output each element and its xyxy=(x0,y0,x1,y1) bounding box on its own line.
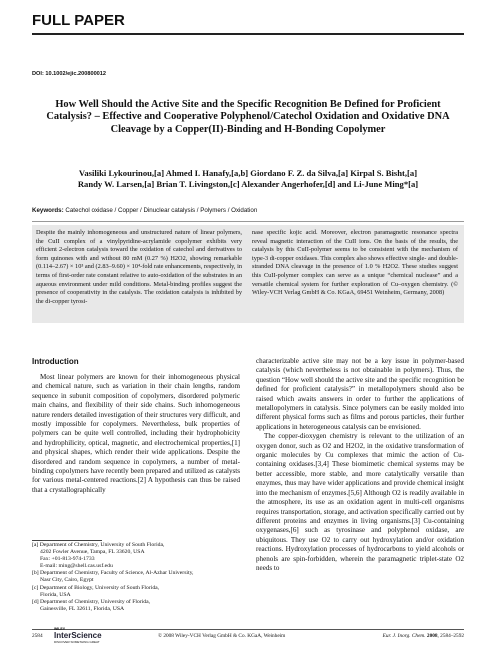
affiliation-rule xyxy=(32,540,102,541)
header-rule xyxy=(32,33,464,35)
abstract-copyright: (© Wiley-VCH Verlag GmbH & Co. KGaA, 69451 Weinheim, Germany, 2008) xyxy=(252,280,458,297)
affiliation-line: [c] Department of Biology, University of South Florida, xyxy=(32,584,160,591)
journal-year: 2008 xyxy=(426,633,438,639)
body-paragraph: Most linear polymers are known for their inhomogeneous physical and chemical nature, such as variation in their chain lengths, random sequence in subunit composition of copolymers, disordered polymeric main chains, and flexibility of their side chains. Such inhomogeneous nature renders detailed investigation of their structures very difficult, and mostly impossible for copolymers. Nevertheless, bulk properties of polymers can be quite well controlled, including their hydrophobicity and hydrophilicity, optical, magnetic, and electrochemical properties,[1] and physical shapes, which render their wide applications. Despite the disordered and random sequence in copolymers, a number of metal-binding copolymers have recently been prepared and utilized as catalysts for various metal-centered reactions.[2] A hypothesis can thus be raised that a crystallographically xyxy=(32,373,240,494)
footer-copyright: © 2008 Wiley-VCH Verlag GmbH & Co. KGaA, Weinheim xyxy=(158,633,286,639)
authors-line-1: Vasiliki Lykourinou,[a] Ahmed I. Hanafy,[a,b] Giordano F. Z. da Silva,[a] Kirpal S. Bisht,[a] xyxy=(78,168,418,178)
abstract-right-text: nase specific kojic acid. Moreover, electron paramagnetic resonance spectra reveal magnetic interaction of the CuII ions. On the basis of the results, the catalysis by this CuII-polymer seems to be consistent with the mechanism of type-3 di-copper oxidases. This complex also shows effective single- and double-stranded DNA cleavage in the presence of 1.0 % H2O2. These studies suggest this CuII-polymer complex can serve as a unique “chemical nuclease” and a versatile chemical system for further exploration of Cu–oxygen chemistry. xyxy=(252,229,458,288)
author-list xyxy=(32,168,464,191)
logo-tagline: DISCOVER SOMETHING GREAT xyxy=(54,640,100,644)
affiliation-line: Fax: +01-813-974-1733 xyxy=(40,556,95,563)
right-body-column xyxy=(256,357,464,573)
affiliation-line: Nasr City, Cairo, Egypt xyxy=(40,577,94,584)
footer-citation xyxy=(352,633,464,639)
authors-line-2: Randy W. Larsen,[a] Brian T. Livingston,[c] Alexander Angerhofer,[d] and Li-June Ming*[a] xyxy=(77,179,419,190)
affiliation-line: 4202 Fowler Avenue, Tampa, FL 33620, USA xyxy=(40,549,145,556)
page-number: 2584 xyxy=(32,633,43,639)
affiliation-line: [b] Department of Chemistry, Faculty of Science, Al-Azhar University, xyxy=(32,570,194,577)
section-header: FULL PAPER xyxy=(32,12,125,29)
affiliation-line: Gainesville, FL 32611, Florida, USA xyxy=(40,605,125,612)
left-body-column xyxy=(32,373,240,495)
keywords-label: Keywords: xyxy=(32,207,64,214)
affiliation-line: [d] Department of Chemistry, University of Florida, xyxy=(32,598,151,605)
affiliation-line: Florida, USA xyxy=(40,591,71,598)
keywords xyxy=(32,207,464,214)
introduction-heading: Introduction xyxy=(32,357,79,366)
logo-wiley: WILEY xyxy=(54,627,66,631)
logo-interscience: InterScience xyxy=(54,631,102,640)
abstract-right-column xyxy=(252,229,458,298)
body-paragraph: characterizable active site may not be a key issue in polymer-based catalysis (which nevertheless is not obtainable in polymers). Thus, the question “How well should the active site and the specific recognition be defined for proficient catalysis?” in metallopolymers should also be raised which awaits answers in order to further the applications of metallopolymers in catalysis. Since polymers can be easily molded into different physical forms such as films and porous particles, their further applications in heterogeneous catalysis can be envisioned. xyxy=(256,357,464,431)
journal-pages: , 2584–2592 xyxy=(437,633,464,639)
affiliations xyxy=(32,542,240,613)
journal-name: Eur. J. Inorg. Chem. xyxy=(382,633,426,639)
abstract-box xyxy=(32,225,464,323)
interscience-logo xyxy=(54,627,114,647)
doi: DOI: 10.1002/ejic.200800012 xyxy=(32,71,107,77)
affiliation-line: [a] Department of Chemistry, University of South Florida, xyxy=(32,542,165,548)
affiliation-line: E-mail: ming@shell.cas.usf.edu xyxy=(40,563,113,570)
keywords-text: Catechol oxidase / Copper / Dinuclear catalysis / Polymers / Oxidation xyxy=(65,207,258,214)
body-paragraph: The copper-dioxygen chemistry is relevant to the utilization of an oxygen donor, such as O2 and H2O2, in the oxidative transformation of organic molecules by Cu complexes that mimic the action of Cu-containing oxidases.[3,4] These biomimetic chemical systems may be better accessible, more stable, and more catalytically versatile than enzymes, thus may have wider applications and provide chemical insight into the mechanism of enzymes.[5,6] Although O2 is readily available in the atmosphere, its use as an oxidation agent in multi-cell organisms requires transportation, storage, and activation specifically carried out by different proteins and enzymes in living organisms.[3] Cu-containing oxygenases,[6] such as tyrosinase and polyphenol oxidase, are ubiquitous. They use O2 to carry out hydroxylation and/or oxidation reactions. Hydroxylation processes of hydrocarbons to yield alcohols or phenols are spin-forbidden, wherein the paramagnetic triplet-state O2 needs to xyxy=(256,432,464,572)
paper-title: How Well Should the Active Site and the Specific Recognition Be Defined for Proficient Catalysis? – Effective and Cooperative Polyphenol/Catechol Oxidation and Oxidative DNA Cleavage by a Copper(II)-Binding and H-Bonding Copolymer xyxy=(46,99,450,135)
abstract-left-column: Despite the mainly inhomogeneous and unstructured nature of linear polymers, the CuII complex of a vinylpyridine-acrylamide copolymer exhibits very efficient 2-electron catalysis toward the oxidation of catechol and derivatives to form quinones with and without 80 mM (0.27 %) H2O2, showing remarkable (0.114–2.67) × 10³ and (2.83–9.60) × 10⁴-fold rate enhancements, respectively, in terms of first-order rate constant relative to auto-oxidation of the substrates in an aqueous environment under mild conditions. Metal-binding profiles suggest the presence of cooperativity in the catalysis. The oxidation catalysis is inhibited by the di-copper tyrosi- xyxy=(36,229,242,305)
keywords-rule xyxy=(32,221,464,222)
